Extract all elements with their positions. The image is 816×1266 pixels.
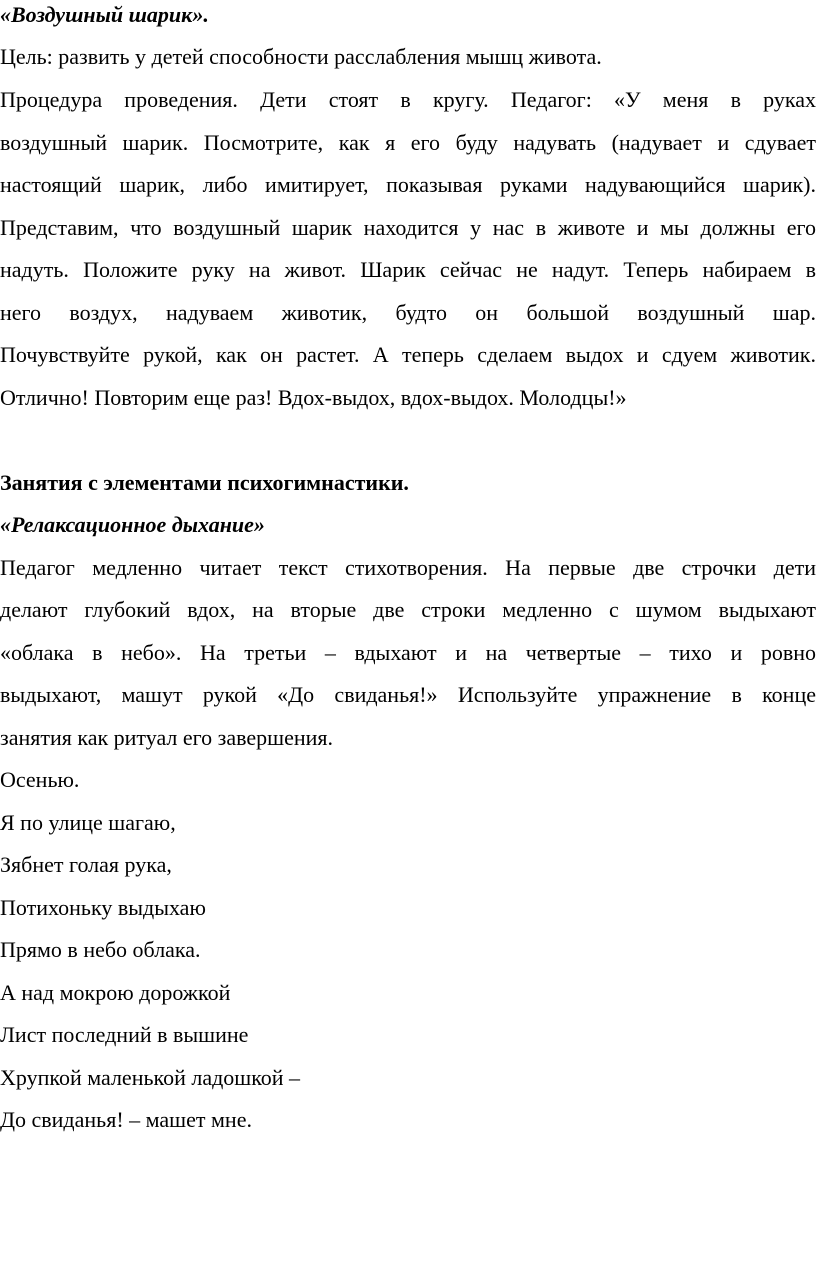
procedure-line: Почувствуйте рукой, как он растет. А теперь сделаем выдох и сдуем животик. — [0, 342, 816, 367]
section-heading: Занятия с элементами психогимнастики. — [0, 470, 409, 495]
procedure-line: Отлично! Повторим еще раз! Вдох-выдох, вдох-выдох. Молодцы!» — [0, 385, 627, 410]
poem-line: Потихоньку выдыхаю — [0, 895, 206, 920]
poem-line: Зябнет голая рука, — [0, 852, 172, 877]
procedure-line: Представим, что воздушный шарик находится у нас в животе и мы должны его — [0, 215, 816, 240]
exercise-title-balloon: «Воздушный шарик». — [0, 2, 209, 27]
procedure-line: Процедура проведения. Дети стоят в кругу. Педагог: «У меня в руках — [0, 87, 816, 112]
poem-line: Лист последний в вышине — [0, 1022, 249, 1047]
exercise-goal: Цель: развить у детей способности расслабления мышц живота. — [0, 44, 602, 69]
procedure-line: него воздух, надуваем животик, будто он большой воздушный шар. — [0, 300, 816, 325]
poem-title: Осенью. — [0, 767, 80, 792]
procedure-line: настоящий шарик, либо имитирует, показывая руками надувающийся шарик). — [0, 172, 816, 197]
description-line: «облака в небо». На третьи – вдыхают и на четвертые – тихо и ровно — [0, 640, 816, 665]
description-line: делают глубокий вдох, на вторые две строки медленно с шумом выдыхают — [0, 597, 816, 622]
exercise-title-relaxation: «Релаксационное дыхание» — [0, 512, 265, 537]
poem-line: А над мокрою дорожкой — [0, 980, 231, 1005]
procedure-line: воздушный шарик. Посмотрите, как я его буду надувать (надувает и сдувает — [0, 130, 816, 155]
poem-line: Я по улице шагаю, — [0, 810, 176, 835]
description-line: Педагог медленно читает текст стихотворения. На первые две строчки дети — [0, 555, 816, 580]
poem-line: Хрупкой маленькой ладошкой – — [0, 1065, 301, 1090]
poem-line: Прямо в небо облака. — [0, 937, 201, 962]
description-line: занятия как ритуал его завершения. — [0, 725, 333, 750]
procedure-line: надуть. Положите руку на живот. Шарик сейчас не надут. Теперь набираем в — [0, 257, 816, 282]
description-line: выдыхают, машут рукой «До свиданья!» Используйте упражнение в конце — [0, 682, 816, 707]
poem-line: До свиданья! – машет мне. — [0, 1107, 252, 1132]
